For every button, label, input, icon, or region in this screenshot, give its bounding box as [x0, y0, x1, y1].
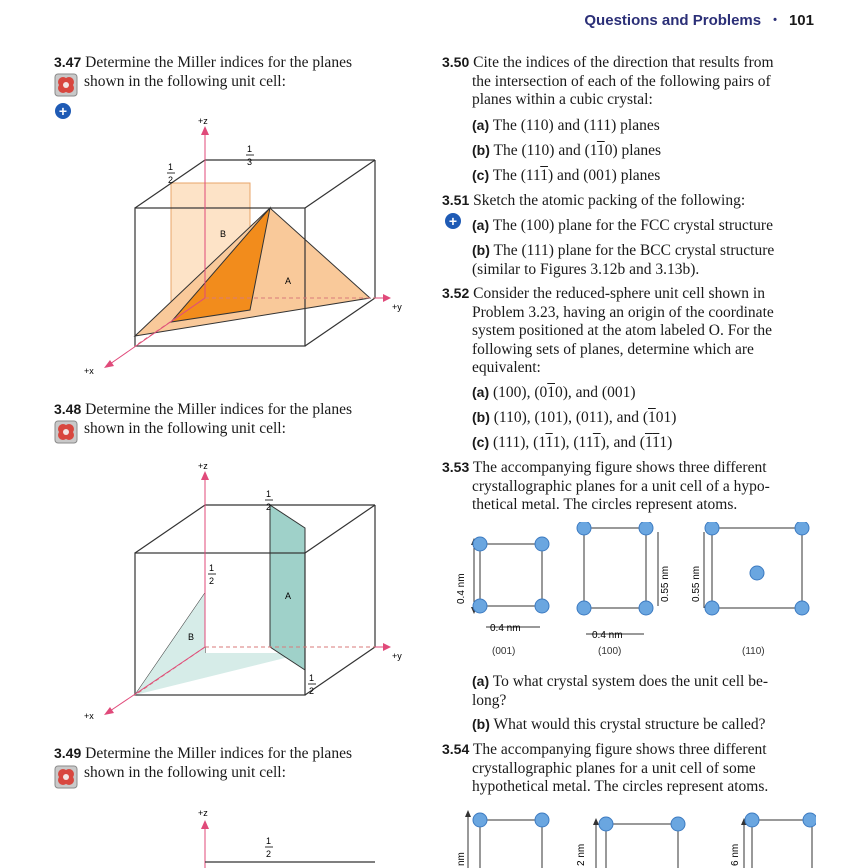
unit-cell-figure-3-47 [80, 110, 430, 390]
subpart-b: (b) The (111) plane for the BCC crystal structure (similar to Figures 3.12b and 3.13b). [472, 242, 775, 278]
fraction-third-den: 3 [247, 157, 253, 167]
wiley-plus-icon[interactable] [54, 73, 78, 97]
problem-text-line: hypothetical metal. The circles represent atoms. [472, 778, 769, 795]
wiley-plus-icon[interactable] [54, 420, 78, 444]
unit-cell-figure-3-48 [80, 455, 430, 725]
dim-v1: 0.4 nm [456, 573, 467, 604]
subpart-b: (b) What would this crystal structure be called? [472, 716, 766, 733]
atom [705, 601, 719, 615]
problem-text-line2: shown in the following unit cell: [84, 72, 286, 90]
atom [535, 599, 549, 613]
problem-text: Determine the Miller indices for the planes [85, 745, 352, 762]
problem-text-line: equivalent: [472, 359, 541, 376]
plane-001 [456, 537, 549, 657]
fraction-half-num: 1 [266, 836, 272, 846]
atom [639, 601, 653, 615]
problem-text: Cite the indices of the direction that results from [473, 54, 774, 71]
plane-label-001: (001) [492, 646, 516, 657]
x-axis-label: +x [84, 711, 94, 721]
fraction-half-mid-den: 2 [209, 576, 215, 586]
x-axis-label: +x [84, 366, 94, 376]
atom [705, 522, 719, 535]
x-axis [110, 298, 205, 364]
problem-text: Determine the Miller indices for the planes [85, 54, 352, 71]
problem-3-47 [54, 53, 426, 91]
atom [473, 537, 487, 551]
dim-h2: 0.4 nm [592, 630, 623, 641]
problem-3-52 [442, 284, 816, 378]
plane-b-label: B [220, 229, 227, 239]
atom [795, 601, 809, 615]
y-axis-label: +y [392, 302, 402, 312]
problem-text-line: planes within a cubic crystal: [472, 91, 653, 108]
wiley-plus-icon[interactable] [54, 765, 78, 789]
dim-h1: 0.4 nm [490, 623, 521, 634]
subpart-c: (c) The (111) and (001) planes [472, 167, 661, 184]
right-column [442, 0, 816, 868]
unit-cell-figure-3-49 [80, 800, 430, 868]
dim-v2: 2 nm [576, 843, 587, 866]
problem-3-50 [442, 53, 816, 110]
crystal-planes-figure-3-53 [446, 522, 816, 662]
subpart-b: (b) (110), (101), (011), and (101) [472, 409, 677, 426]
fraction-half-den: 2 [266, 849, 272, 859]
problem-text: Sketch the atomic packing of the following: [473, 192, 746, 209]
problem-number: 3.50 [442, 54, 470, 70]
subpart-a: (a) (100), (010), and (001) [472, 384, 636, 401]
problem-text-line: following sets of planes, determine which are [472, 340, 754, 358]
problem-text-line: the intersection of each of the following pairs of [472, 72, 771, 90]
atom [473, 599, 487, 613]
atom [577, 522, 591, 535]
subpart-b: (b) The (110) and (110) planes [472, 142, 662, 159]
problem-text-line: crystallographic planes for a unit cell of a hypo- [472, 477, 770, 495]
problem-number: 3.54 [442, 741, 470, 757]
z-axis-label: +z [198, 116, 208, 126]
problem-text-line: thetical metal. The circles represent atoms. [472, 496, 738, 513]
problem-text: The accompanying figure shows three different [472, 459, 767, 476]
subpart-a: (a) To what crystal system does the unit cell be- long? [472, 673, 768, 709]
atom [803, 813, 816, 827]
fraction-half-den: 2 [168, 175, 174, 185]
problem-number: 3.51 [442, 192, 470, 208]
problem-number: 3.52 [442, 285, 470, 301]
plane-110 [691, 522, 809, 657]
problem-3-49 [54, 744, 426, 782]
y-axis-label: +y [392, 651, 402, 661]
atom [599, 817, 613, 831]
dim-v2: 0.55 nm [660, 565, 671, 602]
fraction-third-num: 1 [247, 144, 253, 154]
plane-100 [577, 522, 671, 657]
problem-text: Determine the Miller indices for the planes [85, 401, 352, 418]
problem-text-line2: shown in the following unit cell: [84, 763, 286, 781]
problem-number: 3.53 [442, 459, 470, 475]
dim-v1: nm [456, 852, 467, 866]
z-axis-label: +z [198, 461, 208, 471]
header-bullet: • [773, 14, 777, 26]
fraction-half-den: 2 [266, 502, 272, 512]
atom [473, 813, 487, 827]
plane-a-label: A [285, 276, 292, 286]
problem-number: 3.49 [54, 745, 82, 761]
chapter-section-title: Questions and Problems [584, 12, 762, 29]
problem-text: The accompanying figure shows three different [472, 741, 767, 758]
atom [795, 522, 809, 535]
plane-b-label: B [188, 632, 195, 642]
atom [577, 601, 591, 615]
plus-icon[interactable]: + [55, 103, 71, 119]
plane-a-label: A [285, 591, 292, 601]
atom [535, 537, 549, 551]
atom [639, 522, 653, 535]
subpart-c: (c) (111), (111), (111), and (111) [472, 434, 673, 451]
problem-3-48 [54, 400, 426, 438]
problem-text-line: system positioned at the atom labeled O. For the [472, 322, 773, 339]
atom [535, 813, 549, 827]
dim-v3: 0.55 nm [691, 565, 702, 602]
subpart-a: (a) The (100) plane for the FCC crystal structure [472, 217, 773, 234]
problem-number: 3.48 [54, 401, 82, 417]
atom-center [750, 566, 764, 580]
plane-label-100: (100) [598, 646, 622, 657]
plus-icon[interactable]: + [445, 213, 461, 229]
page-number: 101 [788, 12, 814, 29]
plane-a-face [270, 505, 305, 670]
problem-3-54 [442, 740, 816, 797]
plane-label-110: (110) [742, 646, 765, 657]
problem-3-51 [442, 191, 816, 211]
fraction-half-bottom-den: 2 [309, 686, 315, 696]
problem-3-53 [442, 458, 816, 515]
fraction-half-num: 1 [266, 489, 272, 499]
fraction-half-mid-num: 1 [209, 563, 215, 573]
fraction-half-bottom-num: 1 [309, 673, 315, 683]
problem-number: 3.47 [54, 54, 82, 70]
fraction-half-num: 1 [168, 162, 174, 172]
atom [745, 813, 759, 827]
dim-v3: 6 nm [730, 843, 741, 866]
problem-text: Consider the reduced-sphere unit cell shown in [473, 285, 765, 302]
problem-text-line: Problem 3.23, having an origin of the coordinate [472, 303, 774, 321]
problem-text-line2: shown in the following unit cell: [84, 419, 286, 437]
subpart-a: (a) The (110) and (111) planes [472, 117, 660, 134]
z-axis-label: +z [198, 808, 208, 818]
problem-text-line: crystallographic planes for a unit cell of some [472, 759, 756, 777]
crystal-planes-figure-3-54 [446, 806, 816, 868]
atom [671, 817, 685, 831]
